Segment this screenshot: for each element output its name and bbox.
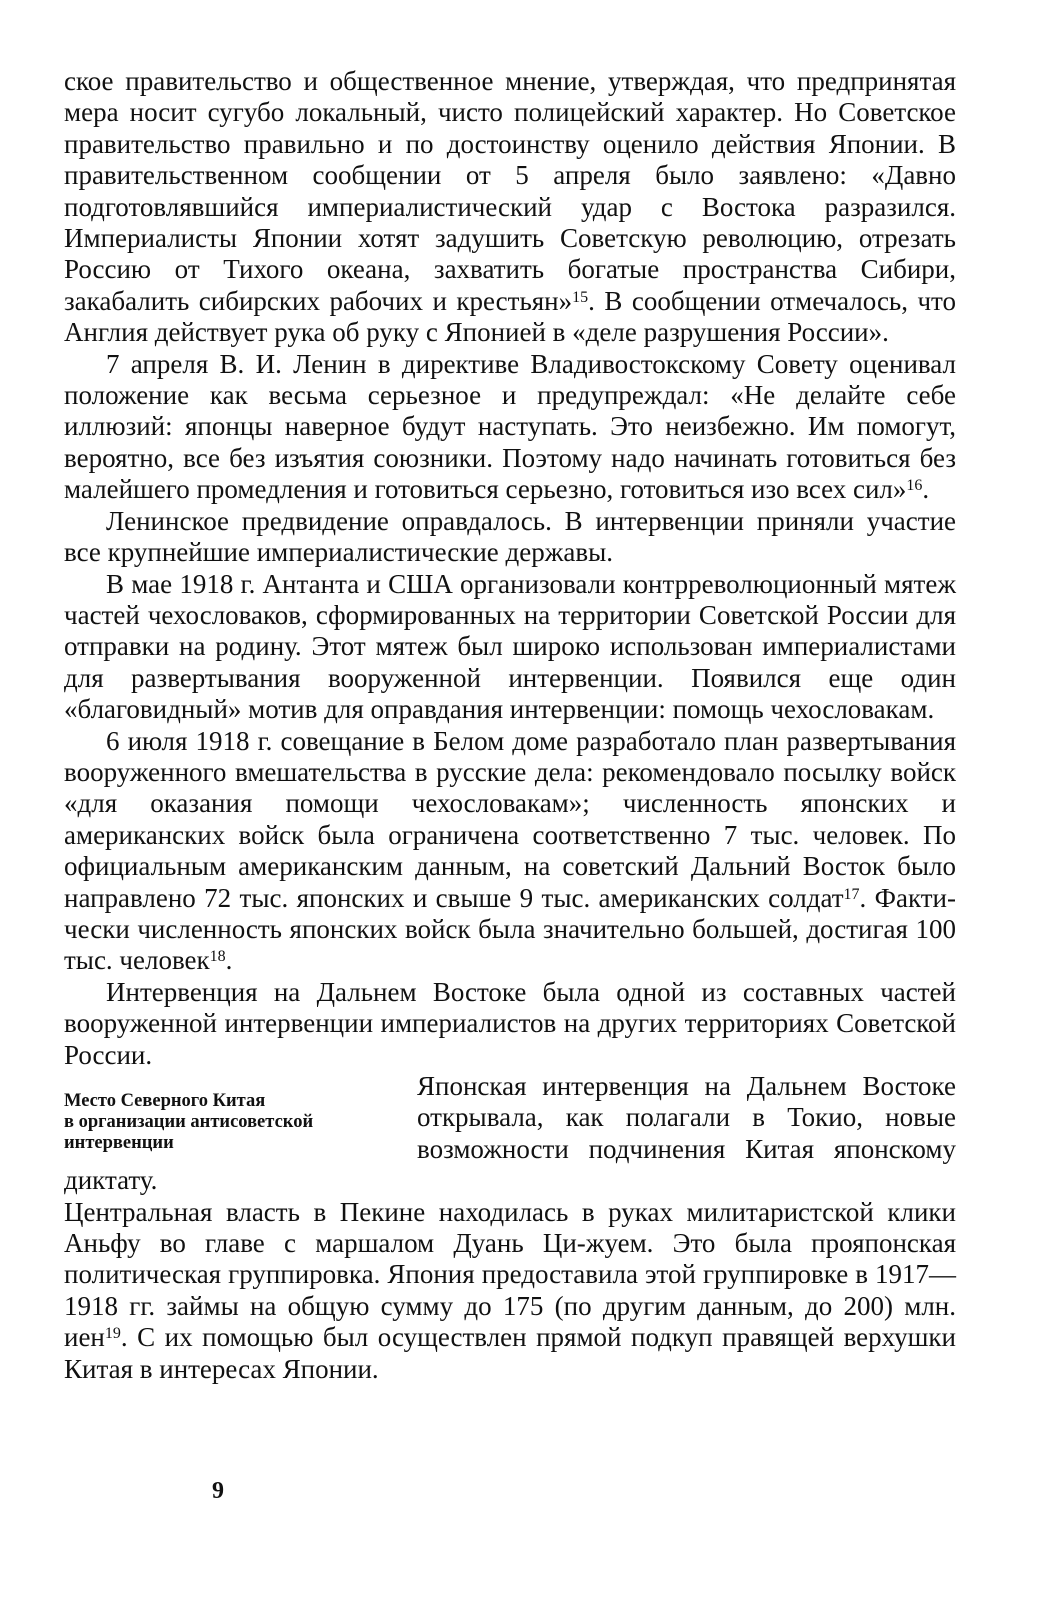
footnote-ref-18: 18: [209, 948, 226, 966]
side-heading-line-3: интервенции: [64, 1133, 174, 1153]
paragraph-4: В мае 1918 г. Антанта и США организовали контрреволюционный мятеж частей чехословаков, сформированных на территории Советской России для отправки на родину. Этот мятеж был широко использован империалистами для развертывания вооруженной интервенции. Появился еще один «благовидный» мотив для оправдания интервенции: помощь чехословакам.: [64, 568, 956, 725]
section-paragraph-2: Центральная власть в Пекине находилась в руках милитаристской клики Аньфу во главе с маршалом Дуань Ци-жуем. Это была прояпонская политическая группировка. Япония предоставила этой группировке в 1917—1918 гг. займы на общую сумму до 175 (по другим данным, до 200) млн. иен$^{19}$. С их помощью был осуществлен прямой подкуп правящей верхушки Китая в интересах Японии.: [64, 1196, 956, 1384]
side-heading-line-2: в организации антисоветской: [64, 1112, 314, 1132]
footnote-ref-16: 16: [906, 477, 923, 495]
paragraph-2: 7 апреля В. И. Ленин в директиве Владивостокскому Совету оценивал положение как весьма серьезное и предупреждал: «Не делайте себе иллюзий: японцы наверное будут наступать. Это неизбежно. Им помогут, вероятно, все без изъятия союзники. Поэтому надо начинать готовиться без малейшего промедления и готовиться серьезно, готовиться изо всех сил»$^{16}$.: [64, 348, 956, 505]
side-heading-line-1: Место Северного Китая: [64, 1091, 266, 1111]
side-heading: [64, 1091, 399, 1154]
footnote-ref-19: 19: [104, 1325, 121, 1343]
paragraph-1: ское правительство и общественное мнение, утверждая, что предпринятая мера носит сугубо локальный, чисто полицейский характер. Но Советское правительство правильно и по достоинству оценило действия Японии. В правительственном сообщении от 5 апреля было заявлено: «Давно подготовлявшийся империалистический удар с Востока разразился. Империалисты Японии хотят задушить Советскую революцию, отрезать Россию от Тихого океана, захватить богатые пространства Сибири, закабалить сибирских рабочих и крестьян»$^{15}$. В сообщении отмечалось, что Англия действует рука об руку с Японией в «деле разрушения России».: [64, 66, 956, 348]
page-number: 9: [212, 1478, 224, 1504]
footnote-ref-17: 17: [843, 885, 860, 903]
section-paragraph-1: Японская интервенция на Дальнем Востоке открывала, как полагали в Токио, новые возможности подчинения Китая японскому диктату.: [64, 1071, 956, 1196]
paragraph-6: Интервенция на Дальнем Востоке была одной из составных частей вооруженной интервенции империалистов на других территориях Советской России.: [64, 976, 956, 1070]
paragraph-5: 6 июля 1918 г. совещание в Белом доме разработало план развертывания вооруженного вмешательства в русские дела: рекомендовало посылку войск «для оказания помощи чехословакам»; численность японских и американских войск была ограничена соответственно 7 тыс. человек. По официальным американским данным, на советский Дальний Восток было направлено 72 тыс. японских и свыше 9 тыс. американских солдат$^{17}$. Фактически численность японских войск была значительно большей, достигая 100 тыс. человек$^{18}$.: [64, 725, 956, 976]
page-body: [64, 66, 956, 1385]
footnote-ref-15: 15: [572, 288, 589, 306]
paragraph-3: Ленинское предвидение оправдалось. В интервенции приняли участие все крупнейшие империалистические державы.: [64, 505, 956, 568]
